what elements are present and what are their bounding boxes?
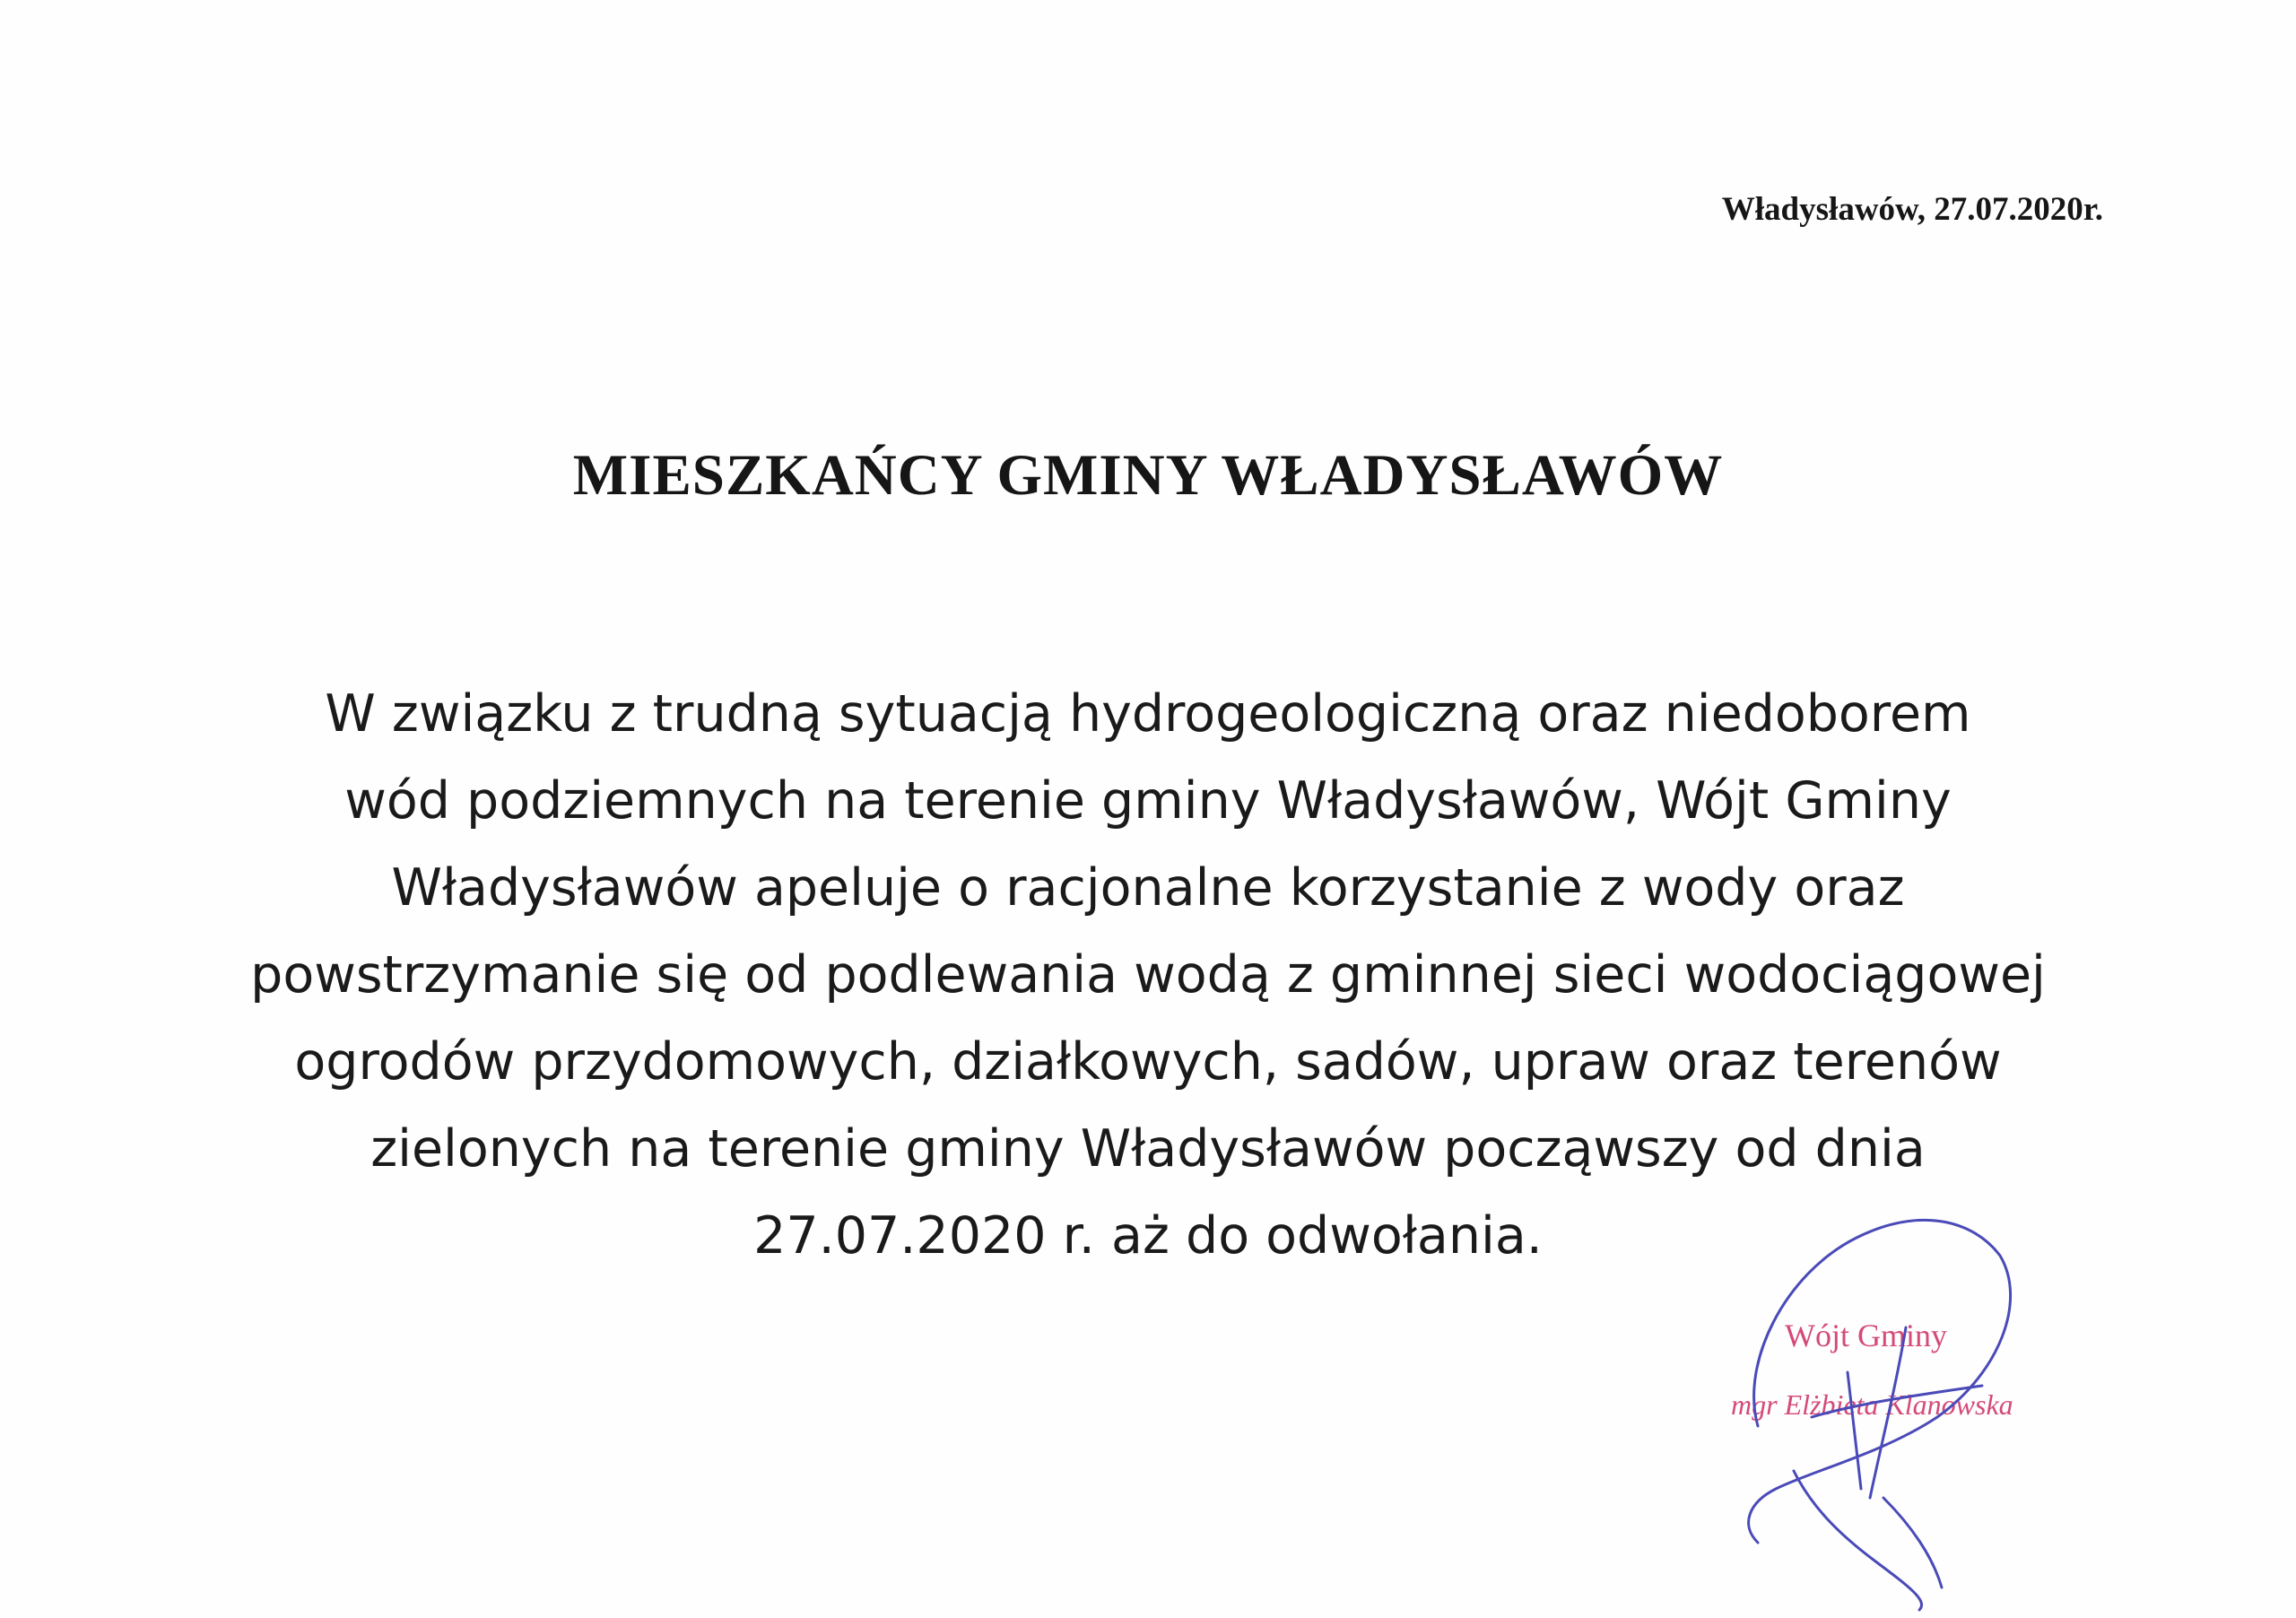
handwritten-signature xyxy=(1704,1202,2027,1614)
body-line: wód podziemnych na terenie gminy Władysławów, Wójt Gminy xyxy=(344,771,1952,831)
stamp-name: mgr Elżbieta Klanowska xyxy=(1731,1388,2013,1421)
document-title: MIESZKAŃCY GMINY WŁADYSŁAWÓW xyxy=(572,443,1724,508)
body-line: zielonych na terenie gminy Władysławów począwszy od dnia xyxy=(370,1119,1926,1179)
place-date: Władysławów, 27.07.2020r. xyxy=(1721,191,2103,228)
body-line: ogrodów przydomowych, działkowych, sadów, upraw oraz terenów xyxy=(294,1032,2002,1092)
body-line: powstrzymanie się od podlewania wodą z gminnej sieci wodociągowej xyxy=(250,945,2046,1005)
stamp-title: Wójt Gminy xyxy=(1785,1318,1947,1353)
body-line: 27.07.2020 r. aż do odwołania. xyxy=(753,1206,1543,1266)
document-body xyxy=(197,671,2099,1280)
body-line: Władysławów apeluje o racjonalne korzystanie z wody oraz xyxy=(391,858,1905,918)
body-line: W związku z trudną sytuacją hydrogeologiczną oraz niedoborem xyxy=(325,684,1971,744)
